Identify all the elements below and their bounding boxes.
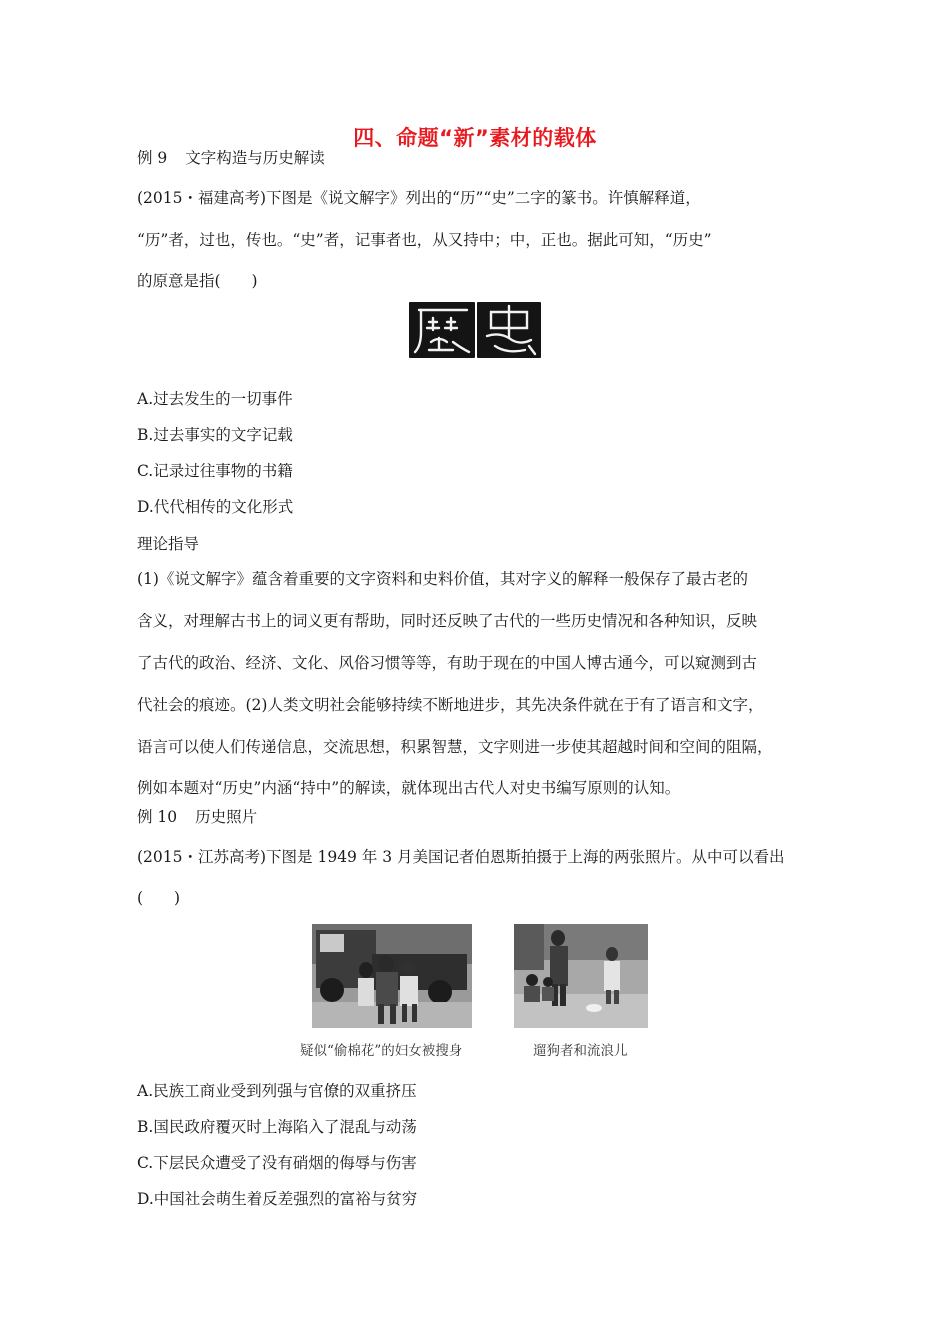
- photo-dog-walker-and-street-children: [514, 924, 648, 1028]
- theory-line: 代社会的痕迹。(2)人类文明社会能够持续不断地进步，其先决条件就在于有了语言和文字，: [137, 696, 764, 714]
- example-9-question-line: 的原意是指( ): [137, 272, 258, 290]
- example-9-question-line: (2015・福建高考)下图是《说文解字》列出的“历”“史”二字的篆书。许慎解释道，: [137, 189, 701, 207]
- example-9-option-b: B.过去事实的文字记载: [137, 426, 293, 444]
- seal-script-li-image: [409, 302, 475, 358]
- theory-line: 例如本题对“历史”内涵“持中”的解读，就体现出古代人对史书编写原则的认知。: [137, 779, 681, 797]
- theory-line: (1)《说文解字》蕴含着重要的文字资料和史料价值，其对字义的解释一般保存了最古老的: [137, 570, 748, 588]
- example-9-label: [137, 147, 325, 169]
- photo-caption: 疑似“偷棉花”的妇女被搜身: [300, 1043, 463, 1059]
- example-9-option-c: C.记录过往事物的书籍: [137, 462, 293, 480]
- theory-line: 含义，对理解古书上的词义更有帮助，同时还反映了古代的一些历史情况和各种知识，反映: [137, 612, 758, 630]
- example-10-topic: 历史照片: [195, 808, 258, 826]
- example-10-number: 例 10: [137, 808, 178, 826]
- example-9-number: 例 9: [137, 149, 168, 167]
- example-10-option-c: C.下层民众遭受了没有硝烟的侮辱与伤害: [137, 1154, 417, 1172]
- example-10-option-a: A.民族工商业受到列强与官僚的双重挤压: [137, 1082, 417, 1100]
- example-9-topic: 文字构造与历史解读: [185, 149, 325, 167]
- theory-line: 语言可以使人们传递信息，交流思想，积累智慧，文字则进一步使其超越时间和空间的阻隔，: [137, 738, 773, 756]
- example-10-label: [137, 806, 257, 828]
- seal-script-shi-image: [477, 302, 541, 358]
- example-9-option-a: A.过去发生的一切事件: [137, 390, 293, 408]
- photo-woman-searched: [312, 924, 472, 1028]
- example-10-option-d: D.中国社会萌生着反差强烈的富裕与贫穷: [137, 1190, 418, 1208]
- example-10-question-line: (2015・江苏高考)下图是 1949 年 3 月美国记者伯恩斯拍摄于上海的两张照片。从中可以看出: [137, 848, 785, 866]
- photo-caption: 遛狗者和流浪儿: [533, 1043, 628, 1059]
- example-9-option-d: D.代代相传的文化形式: [137, 498, 294, 516]
- example-10-option-b: B.国民政府覆灭时上海陷入了混乱与动荡: [137, 1118, 417, 1136]
- example-10-question-line: ( ): [137, 889, 181, 907]
- theory-line: 了古代的政治、经济、文化、风俗习惯等等，有助于现在的中国人博古通今，可以窥测到古: [137, 654, 758, 672]
- example-9-question-line: “历”者，过也，传也。“史”者，记事者也，从又持中；中，正也。据此可知，“历史”: [137, 231, 712, 249]
- theory-heading: 理论指导: [137, 535, 200, 553]
- section-title: 四、命题“新”素材的载体: [353, 126, 597, 150]
